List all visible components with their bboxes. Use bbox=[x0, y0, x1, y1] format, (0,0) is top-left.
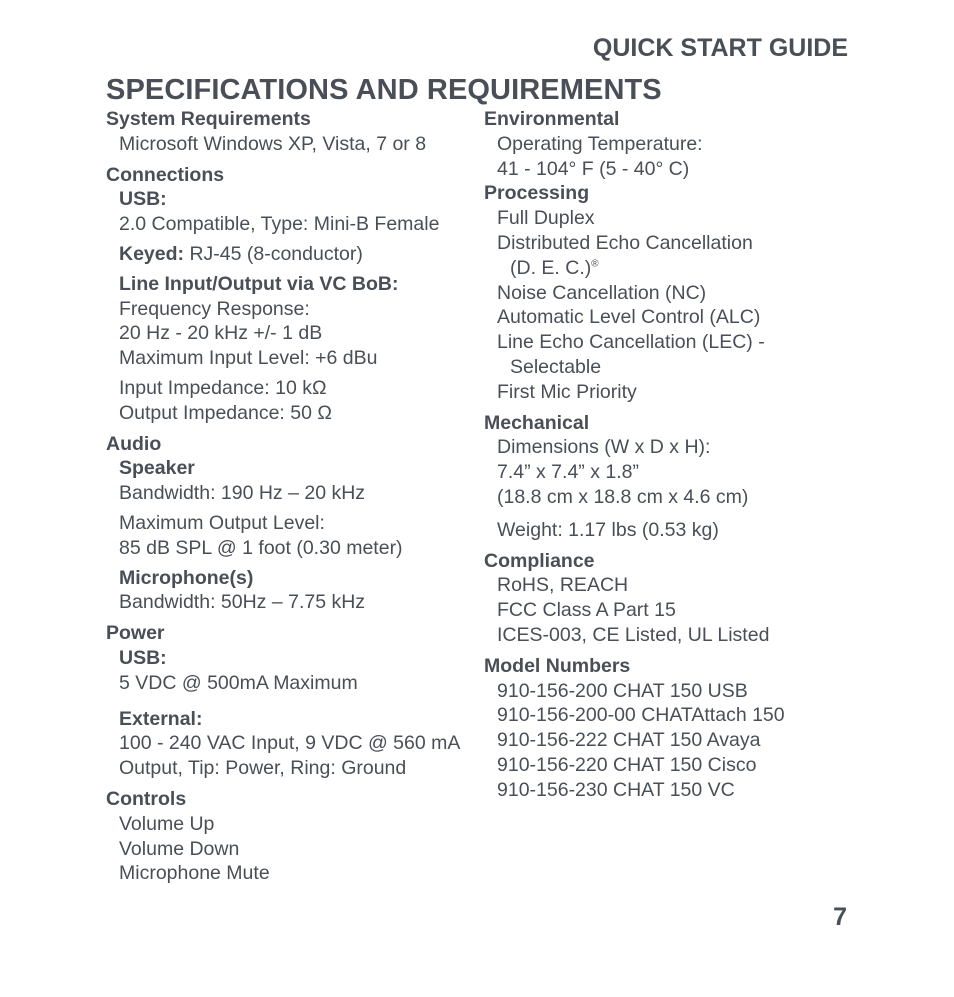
model-number: 910-156-230 CHAT 150 VC bbox=[497, 778, 735, 801]
os-requirement: Microsoft Windows XP, Vista, 7 or 8 bbox=[119, 132, 427, 155]
usb-connection-heading: USB: bbox=[119, 188, 167, 211]
speaker-output: 85 dB SPL @ 1 foot (0.30 meter) bbox=[119, 536, 403, 559]
processing-item: First Mic Priority bbox=[497, 380, 637, 403]
model-numbers-heading: Model Numbers bbox=[484, 654, 631, 677]
processing-item bbox=[510, 256, 854, 281]
compliance-item: RoHS, REACH bbox=[497, 574, 629, 597]
compliance-item: ICES-003, CE Listed, UL Listed bbox=[497, 623, 770, 646]
mechanical-dimensions: Dimensions (W x D x H): bbox=[497, 436, 711, 459]
output-impedance: Output Impedance: 50 Ω bbox=[119, 401, 332, 424]
controls-item: Volume Up bbox=[119, 812, 215, 835]
processing-item: Automatic Level Control (ALC) bbox=[497, 306, 761, 329]
power-external-heading: External: bbox=[119, 707, 203, 730]
model-number: 910-156-220 CHAT 150 Cisco bbox=[497, 753, 757, 776]
mechanical-weight: Weight: 1.17 lbs (0.53 kg) bbox=[497, 518, 719, 541]
processing-item: Line Echo Cancellation (LEC) - bbox=[497, 331, 765, 354]
connections-heading: Connections bbox=[106, 163, 225, 186]
guide-title: QUICK START GUIDE bbox=[592, 34, 848, 62]
speaker-output: Maximum Output Level: bbox=[119, 511, 325, 534]
controls-item: Microphone Mute bbox=[119, 862, 270, 885]
line-io-text: Frequency Response: bbox=[119, 297, 310, 320]
speaker-heading: Speaker bbox=[119, 457, 195, 480]
keyed-text: RJ-45 (8-conductor) bbox=[184, 242, 363, 265]
keyed-label: Keyed: bbox=[119, 242, 185, 265]
power-heading: Power bbox=[106, 622, 165, 645]
dec-abbrev: (D. E. C.) bbox=[510, 256, 592, 279]
environmental-text: Operating Temperature: bbox=[497, 132, 703, 155]
mechanical-dimensions: 7.4” x 7.4” x 1.8” bbox=[497, 461, 639, 484]
keyed-connection bbox=[119, 242, 476, 267]
power-usb-heading: USB: bbox=[119, 646, 167, 669]
environmental-text: 41 - 104° F (5 - 40° C) bbox=[497, 157, 690, 180]
power-external-text: Output, Tip: Power, Ring: Ground bbox=[119, 757, 407, 780]
line-io-text: Maximum Input Level: +6 dBu bbox=[119, 347, 378, 370]
power-usb-text: 5 VDC @ 500mA Maximum bbox=[119, 671, 358, 694]
processing-item: Selectable bbox=[510, 355, 602, 378]
page-number: 7 bbox=[833, 903, 847, 931]
microphone-heading: Microphone(s) bbox=[119, 566, 254, 589]
right-column bbox=[484, 107, 854, 803]
mechanical-heading: Mechanical bbox=[484, 411, 590, 434]
audio-heading: Audio bbox=[106, 432, 162, 455]
processing-item: Full Duplex bbox=[497, 207, 595, 230]
usb-connection-text: 2.0 Compatible, Type: Mini-B Female bbox=[119, 213, 440, 236]
processing-item: Noise Cancellation (NC) bbox=[497, 281, 707, 304]
input-impedance: Input Impedance: 10 kΩ bbox=[119, 376, 327, 399]
left-column bbox=[106, 107, 476, 886]
microphone-bandwidth: Bandwidth: 50Hz – 7.75 kHz bbox=[119, 591, 366, 614]
registered-mark: ® bbox=[591, 258, 599, 270]
model-number: 910-156-222 CHAT 150 Avaya bbox=[497, 729, 761, 752]
compliance-item: FCC Class A Part 15 bbox=[497, 599, 676, 622]
system-requirements-heading: System Requirements bbox=[106, 108, 311, 130]
speaker-bandwidth: Bandwidth: 190 Hz – 20 kHz bbox=[119, 482, 366, 505]
compliance-heading: Compliance bbox=[484, 549, 595, 572]
model-number: 910-156-200 CHAT 150 USB bbox=[497, 679, 748, 702]
line-io-heading: Line Input/Output via VC BoB: bbox=[119, 272, 399, 295]
power-external-text: 100 - 240 VAC Input, 9 VDC @ 560 mA bbox=[119, 732, 461, 755]
controls-item: Volume Down bbox=[119, 837, 240, 860]
environmental-heading: Environmental bbox=[484, 108, 620, 130]
processing-item: Distributed Echo Cancellation bbox=[497, 231, 753, 254]
page-title: SPECIFICATIONS AND REQUIREMENTS bbox=[106, 74, 662, 106]
processing-heading: Processing bbox=[484, 182, 590, 205]
mechanical-dimensions: (18.8 cm x 18.8 cm x 4.6 cm) bbox=[497, 485, 749, 508]
controls-heading: Controls bbox=[106, 787, 187, 810]
model-number: 910-156-200-00 CHATAttach 150 bbox=[497, 704, 785, 727]
line-io-text: 20 Hz - 20 kHz +/- 1 dB bbox=[119, 322, 323, 345]
